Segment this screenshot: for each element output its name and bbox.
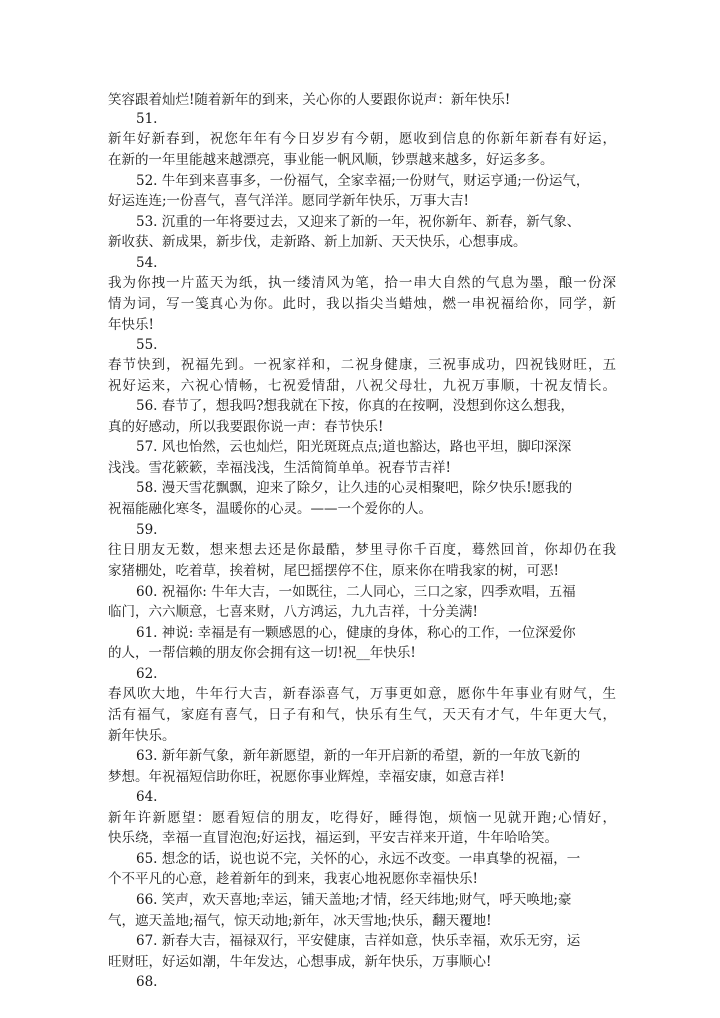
text-line: 67. 新春大吉，福禄双行，平安健康，吉祥如意，快乐幸福，欢乐无穷，运 (136, 933, 581, 949)
text-line: 气，遮天盖地;福气，惊天动地;新年，冰天雪地;快乐，翻天覆地! (108, 913, 492, 929)
text-line: 59. (136, 522, 158, 538)
text-line: 临门，六六顺意，七喜来财，八方鸿运，九九吉祥，十分美满! (108, 604, 478, 620)
text-line: 61. 神说: 幸福是有一颗感恩的心，健康的身体，称心的工作，一位深爱你 (136, 625, 576, 641)
text-line: 个不平凡的心意，趁着新年的到来，我衷心地祝愿你幸福快乐! (108, 871, 478, 887)
text-line: 梦想。年祝福短信助你旺，祝愿你事业辉煌，幸福安康，如意吉祥! (108, 769, 505, 785)
text-line: 51. (136, 111, 158, 127)
text-line: 66. 笑声，欢天喜地;幸运，铺天盖地;才情，经天纬地;财气，呼天唤地;豪 (136, 892, 572, 908)
text-line: 家猪棚处，吃着草，挨着树，尾巴摇摆停不住，原来你在啃我家的树，可恶! (108, 563, 559, 579)
text-line: 新年好新春到，祝您年年有今日岁岁有今朝，愿收到信息的你新年新春有好运， (108, 131, 616, 147)
text-line: 年快乐! (108, 317, 154, 333)
text-line: 我为你拽一片蓝天为纸，执一缕清风为笔，拾一串大自然的气息为墨，酿一份深 (108, 275, 616, 291)
text-line: 往日朋友无数，想来想去还是你最酷，梦里寻你千百度，蓦然回首，你却仍在我 (108, 542, 616, 558)
text-line: 新收获、新成果，新步伐，走新路、新上加新、天天快乐，心想事成。 (108, 234, 527, 250)
text-line: 64. (136, 789, 158, 805)
text-line: 活有福气，家庭有喜气，日子有和气，快乐有生气，天天有才气，牛年更大气， (108, 707, 616, 723)
text-line: 祝福能融化寒冬，温暖你的心灵。——一个爱你的人。 (108, 501, 432, 517)
text-line: 在新的一年里能越来越漂亮，事业能一帆风顺，钞票越来越多，好运多多。 (108, 152, 554, 168)
text-line: 春风吹大地，牛年行大吉，新春添喜气，万事更如意，愿你牛年事业有财气，生 (108, 686, 616, 702)
text-line: 55. (136, 337, 158, 353)
text-line: 的人，一帮信赖的朋友你会拥有这一切!祝__年快乐! (108, 645, 416, 661)
text-line: 57. 风也怡然，云也灿烂，阳光斑斑点点;道也豁达，路也平坦，脚印深深 (136, 439, 572, 455)
text-line: 情为词，写一笺真心为你。此时，我以指尖当蜡烛，燃一串祝福给你，同学，新 (108, 296, 616, 312)
text-line: 52. 牛年到来喜事多，一份福气，全家幸福;一份财气，财运亨通;一份运气， (136, 173, 590, 189)
text-line: 新年快乐。 (108, 728, 176, 744)
text-line: 54. (136, 255, 158, 271)
text-line: 旺财旺，好运如潮，牛年发达，心想事成，新年快乐，万事顺心! (108, 954, 492, 970)
text-line: 好运连连;一份喜气，喜气洋洋。愿同学新年快乐，万事大吉! (108, 193, 469, 209)
text-line: 62. (136, 666, 158, 682)
text-line: 春节快到，祝福先到。一祝家祥和，二祝身健康，三祝事成功，四祝钱财旺，五 (108, 357, 616, 373)
text-line: 56. 春节了，想我吗?想我就在下按，你真的在按啊，没想到你这么想我， (136, 398, 574, 414)
text-line: 真的好感动，所以我要跟你说一声：春节快乐! (108, 419, 384, 435)
text-line: 58. 漫天雪花飘飘，迎来了除夕，让久违的心灵相聚吧，除夕快乐!愿我的 (136, 480, 573, 496)
text-line: 快乐绕，幸福一直冒泡泡;好运找，福运到，平安吉祥来开道，牛年哈哈笑。 (108, 830, 559, 846)
text-line: 浅浅。雪花簌簌，幸福浅浅，生活简简单单。祝春节吉祥! (108, 460, 451, 476)
text-line: 68. (136, 974, 158, 990)
text-line: 63. 新年新气象，新年新愿望，新的一年开启新的希望，新的一年放飞新的 (136, 748, 581, 764)
text-line: 53. 沉重的一年将要过去，又迎来了新的一年，祝你新年、新春，新气象、 (136, 214, 581, 230)
text-line: 祝好运来，六祝心情畅，七祝爱情甜，八祝父母壮，九祝万事顺，十祝友情长。 (108, 378, 616, 394)
text-line: 65. 想念的话，说也说不完，关怀的心，永远不改变。一串真挚的祝福，一 (136, 851, 581, 867)
text-line: 60. 祝福你: 牛年大吉，一如既往，二人同心，三口之家，四季欢唱，五福 (136, 584, 576, 600)
text-line: 新年许新愿望：愿看短信的朋友，吃得好，睡得饱，烦恼一见就开跑;心情好， (108, 810, 616, 826)
text-line: 笑容跟着灿烂!随着新年的到来，关心你的人要跟你说声：新年快乐! (108, 92, 511, 108)
